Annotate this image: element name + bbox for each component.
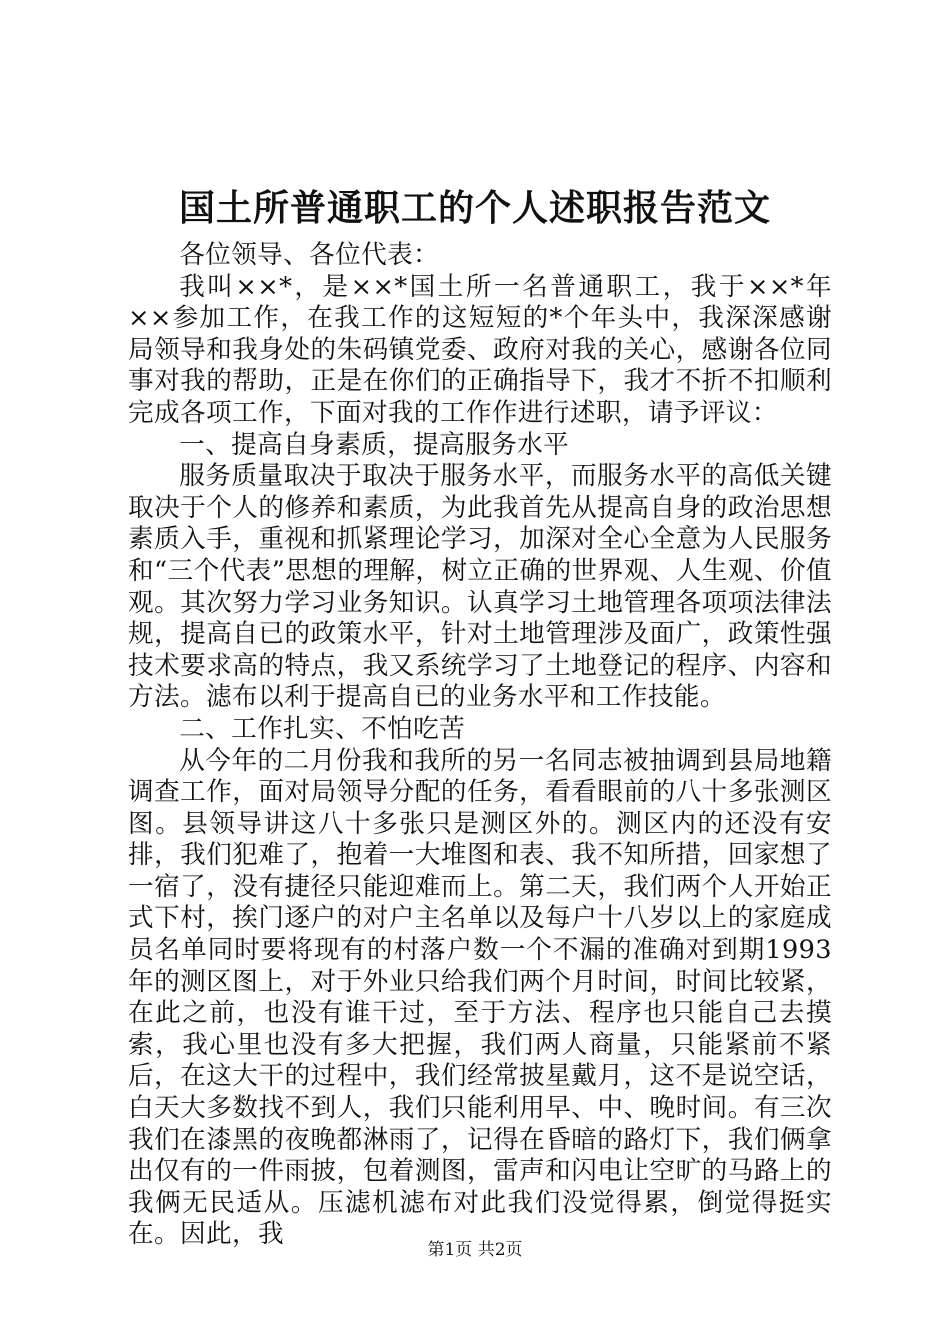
section-heading-2: 二、工作扎实、不怕吃苦 [179, 713, 466, 744]
paragraph-introduction: 我叫××*，是××*国土所一名普通职工，我于××*年××参加工作，在我工作的这短短的*个年头中，我深深感谢局领导和我身处的朱码镇党委、政府对我的关心，感谢各位同事对我的帮助，正是在你们的正确指导下，我才不折不扣顺利完成各项工作，下面对我的工作作进行述职，请予评议： [128, 271, 832, 428]
paragraph-section-2: 从今年的二月份我和我所的另一名同志被抽调到县局地籍调查工作，面对局领导分配的任务，看看眼前的八十多张测区图。县领导讲这八十多张只是测区外的。测区内的还没有安排，我们犯难了，抱着一大堆图和表、我不知所措，回家想了一宿了，没有捷径只能迎难而上。第二天，我们两个人开始正式下村，挨门逐户的对户主名单以及每户十八岁以上的家庭成员名单同时要将现有的村落户数一个不漏的准确对到期1993年的测区图上，对于外业只给我们两个月时间，时间比较紧，在此之前，也没有谁干过，至于方法、程序也只能自己去摸索，我心里也没有多大把握，我们两人商量，只能紧前不紧后，在这大干的过程中，我们经常披星戴月，这不是说空话，白天大多数找不到人，我们只能利用早、中、晚时间。有三次我们在漆黑的夜晚都淋雨了，记得在昏暗的路灯下，我们俩拿出仅有的一件雨披，包着测图，雷声和闪电让空旷的马路上的我俩无民适从。压滤机滤布对此我们没觉得累，倒觉得挺实在。因此，我 [128, 745, 832, 1250]
page-number-footer: 第1页 共2页 [427, 1240, 523, 1260]
document-body [128, 240, 832, 1251]
section-heading-1: 一、提高自身素质，提高服务水平 [179, 429, 570, 460]
document-title: 国土所普通职工的个人述职报告范文 [178, 187, 771, 229]
paragraph-section-1: 服务质量取决于取决于服务水平，而服务水平的高低关键取决于个人的修养和素质，为此我首先从提高自身的政治思想素质入手，重视和抓紧理论学习，加深对全心全意为人民服务和“三个代表”思想的理解，树立正确的世界观、人生观、价值观。其次努力学习业务知识。认真学习土地管理各项项法律法规，提高自已的政策水平，针对土地管理涉及面广，政策性强技术要求高的特点，我又系统学习了土地登记的程序、内容和方法。滤布以利于提高自已的业务水平和工作技能。 [128, 461, 832, 713]
paragraph-salutation: 各位领导、各位代表： [179, 240, 440, 270]
